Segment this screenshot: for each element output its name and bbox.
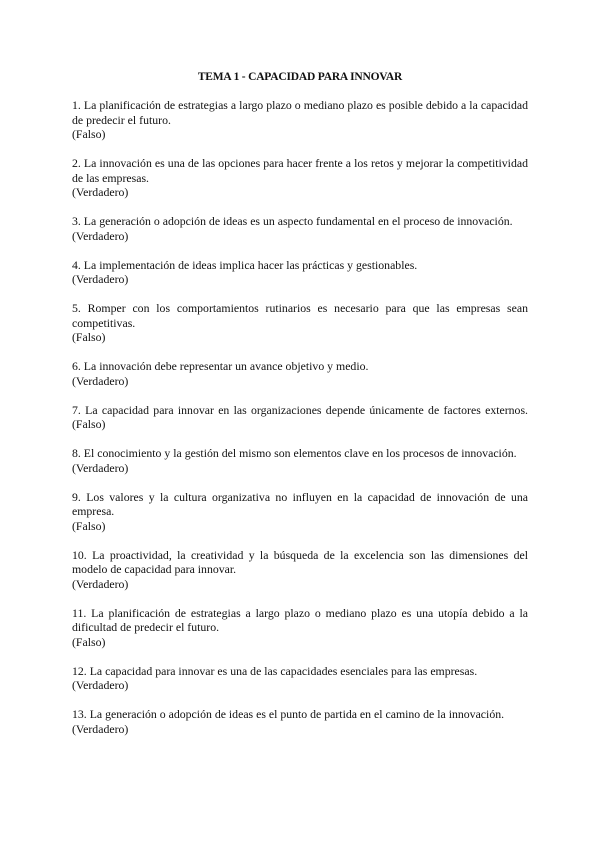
question-text: 13. La generación o adopción de ideas es el punto de partida en el camino de la innovación. — [72, 707, 505, 721]
question-item — [72, 548, 528, 592]
question-text: 4. La implementación de ideas implica hacer las prácticas y gestionables. — [72, 257, 418, 272]
question-item — [72, 446, 528, 475]
question-item — [72, 258, 528, 287]
question-item — [72, 359, 528, 388]
question-text: 6. La innovación debe representar un avance objetivo y medio. — [72, 359, 369, 373]
question-text: 9. Los valores y la cultura organizativa no influyen en la capacidad de innovación de una empresa. — [72, 489, 528, 518]
answer-text: (Falso) — [72, 127, 106, 141]
question-text: 1. La planificación de estrategias a largo plazo o mediano plazo es posible debido a la capacidad de predecir el futuro. — [72, 98, 528, 127]
question-list — [72, 98, 528, 751]
answer-text: (Falso) — [72, 634, 106, 649]
answer-text: (Falso) — [72, 518, 106, 533]
answer-text: (Verdadero) — [72, 721, 129, 736]
question-item — [72, 214, 528, 243]
question-text: 10. La proactividad, la creatividad y la búsqueda de la excelencia son las dimensiones del modelo de capacidad para innovar. — [72, 547, 528, 576]
question-item — [72, 490, 528, 534]
question-item — [72, 664, 528, 693]
question-text: 5. Romper con los comportamientos rutinarios es necesario para que las empresas sean competitivas. — [72, 301, 528, 330]
answer-text: (Verdadero) — [72, 185, 129, 199]
question-text: 12. La capacidad para innovar es una de las capacidades esenciales para las empresas. — [72, 663, 478, 678]
question-item — [72, 301, 528, 345]
answer-text: (Falso) — [72, 330, 106, 344]
answer-text: (Verdadero) — [72, 373, 129, 388]
document-title: TEMA 1 - CAPACIDAD PARA INNOVAR — [197, 71, 403, 83]
question-item — [72, 606, 528, 650]
answer-text: (Verdadero) — [72, 272, 129, 286]
answer-text: (Verdadero) — [72, 460, 129, 475]
question-item — [72, 98, 528, 142]
answer-text: (Verdadero) — [72, 228, 129, 243]
question-text: 2. La innovación es una de las opciones para hacer frente a los retos y mejorar la competitividad de las empresas. — [72, 156, 528, 185]
question-item — [72, 707, 528, 736]
question-text: 8. El conocimiento y la gestión del mismo son elementos clave en los procesos de innovación. — [72, 446, 517, 460]
question-item — [72, 403, 528, 432]
answer-text: (Falso) — [72, 417, 106, 431]
question-text: 11. La planificación de estrategias a largo plazo o mediano plazo es una utopía debido a la dificultad de predecir el futuro. — [72, 605, 528, 634]
answer-text: (Verdadero) — [72, 678, 129, 692]
question-text: 3. La generación o adopción de ideas es un aspecto fundamental en el proceso de innovación. — [72, 214, 513, 228]
question-text: 7. La capacidad para innovar en las organizaciones depende únicamente de factores externos. — [72, 402, 528, 417]
answer-text: (Verdadero) — [72, 576, 129, 591]
question-item — [72, 156, 528, 200]
